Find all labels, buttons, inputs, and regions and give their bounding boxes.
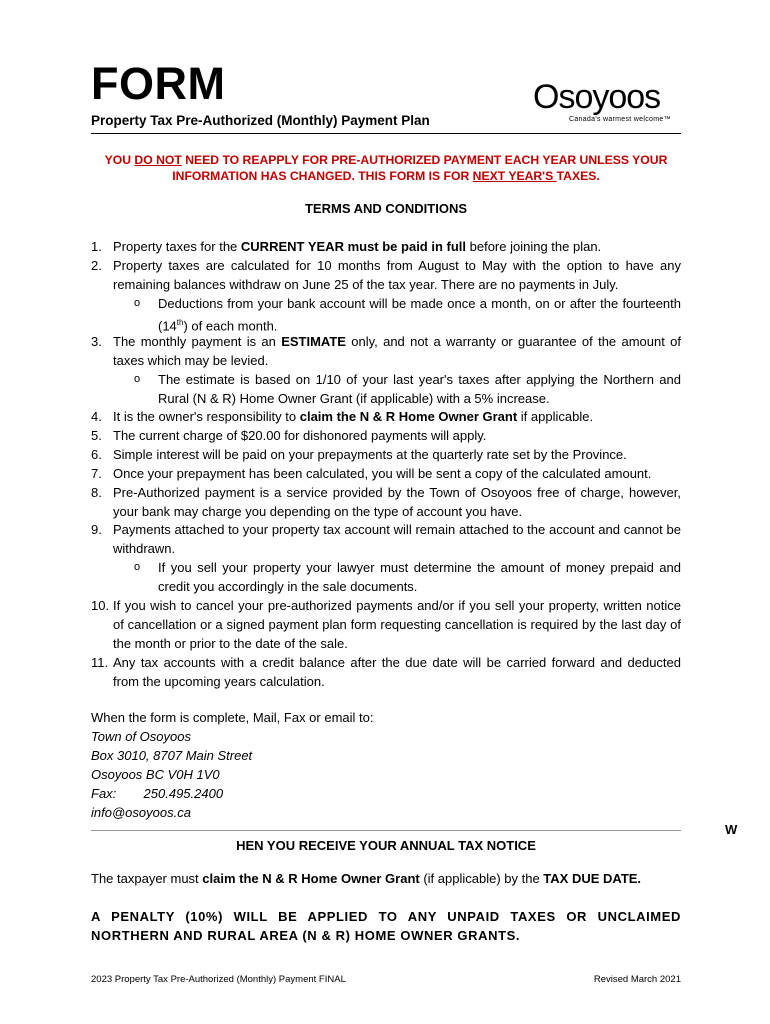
notice-underline: DO NOT <box>134 153 182 167</box>
form-subtitle: Property Tax Pre-Authorized (Monthly) Payment Plan <box>91 113 430 128</box>
term-text: Property taxes are calculated for 10 months from August to May with the option to have any remaining balances withdraw on June 25 of the tax year. There are no payments in July. <box>113 258 681 292</box>
terms-heading: TERMS AND CONDITIONS <box>304 201 468 216</box>
penalty-warning: A PENALTY (10%) WILL BE APPLIED TO ANY UNPAID TAXES OR UNCLAIMED NORTHERN AND RURAL AREA (N & R) HOME OWNER GRANTS. <box>91 909 681 943</box>
osoyoos-logo <box>533 78 683 126</box>
term-text: if applicable. <box>517 409 594 424</box>
contact-intro: When the form is complete, Mail, Fax or email to: <box>91 710 374 725</box>
stray-letter: W <box>725 822 738 837</box>
term-text: The estimate is based on 1/10 of your last year's taxes after applying the Northern and Rural (N & R) Home Owner Grant (if applicable) with a 5% increase. <box>158 372 681 406</box>
term-text: Payments attached to your property tax account will remain attached to the account and cannot be withdrawn. <box>113 522 681 556</box>
notice-text: INFORMATION HAS CHANGED. THIS FORM IS FOR <box>172 169 473 183</box>
term-text: If you wish to cancel your pre-authorized payments and/or if you sell your property, written notice of cancellation or a signed payment plan form requesting cancellation is required by the last day of the month or prior to the date of the sale. <box>113 598 681 651</box>
contact-address: Box 3010, 8707 Main Street <box>91 748 253 763</box>
fax-number: 250.495.2400 <box>143 786 224 801</box>
term-text: Pre-Authorized payment is a service provided by the Town of Osoyoos free of charge, however, your bank may charge you depending on the type of account you have. <box>113 485 681 519</box>
term-text: Once your prepayment has been calculated, you will be sent a copy of the calculated amount. <box>113 466 652 481</box>
footer-document-name: 2023 Property Tax Pre-Authorized (Monthly) Payment FINAL <box>91 974 346 985</box>
contact-city: Osoyoos BC V0H 1V0 <box>91 767 220 782</box>
term-number: 4. <box>91 409 102 424</box>
taxpayer-text: The taxpayer must <box>91 871 203 886</box>
term-bold: ESTIMATE <box>281 334 346 349</box>
term-text: The current charge of $20.00 for dishonored payments will apply. <box>113 428 487 443</box>
term-number: 9. <box>91 522 102 537</box>
term-text: If you sell your property your lawyer must determine the amount of money prepaid and credit you accordingly in the sale documents. <box>158 560 681 594</box>
term-number: 10. <box>91 598 110 613</box>
term-text: It is the owner's responsibility to <box>113 409 300 424</box>
notice-text: YOU <box>104 153 135 167</box>
taxpayer-instruction <box>91 871 641 886</box>
term-text: The monthly payment is an <box>113 334 282 349</box>
logo-wordmark: Osoyoos <box>533 78 661 116</box>
logo-tagline: Canada's warmest welcome™ <box>569 116 671 123</box>
bullet-icon: o <box>134 297 141 309</box>
contact-fax <box>91 784 223 803</box>
notice-text: NEED TO REAPPLY FOR PRE-AUTHORIZED PAYMENT EACH YEAR UNLESS YOUR <box>181 153 668 167</box>
contact-org: Town of Osoyoos <box>91 729 191 744</box>
taxpayer-bold: TAX DUE DATE. <box>543 871 642 886</box>
term-number: 1. <box>91 239 102 254</box>
notice-text: TAXES. <box>556 169 600 183</box>
form-title: FORM <box>91 58 226 109</box>
superscript: th <box>176 318 184 327</box>
taxpayer-text: (if applicable) by the <box>419 871 544 886</box>
term-text: before joining the plan. <box>466 239 602 254</box>
fax-label: Fax: <box>91 786 117 801</box>
header-rule <box>91 133 681 134</box>
term-text: Any tax accounts with a credit balance after the due date will be carried forward and deducted from the upcoming years calculation. <box>113 655 681 689</box>
term-text: ) of each month. <box>183 318 278 334</box>
bullet-icon: o <box>134 373 141 385</box>
term-text: only, and not a warranty or guarantee of the amount of taxes which may be levied. <box>113 334 681 368</box>
footer-revision: Revised March 2021 <box>593 974 681 985</box>
taxpayer-bold: claim the N & R Home Owner Grant <box>202 871 420 886</box>
annual-notice-heading: HEN YOU RECEIVE YOUR ANNUAL TAX NOTICE <box>236 838 536 853</box>
bullet-icon: o <box>134 561 141 573</box>
term-bold: claim the N & R Home Owner Grant <box>299 409 518 424</box>
term-number: 6. <box>91 447 102 462</box>
term-number: 11. <box>91 655 109 670</box>
term-number: 2. <box>91 258 102 273</box>
term-text: Deductions from your bank account will be made once a month, on or after the fourteenth (14 <box>158 296 681 334</box>
contact-email: info@osoyoos.ca <box>91 805 191 820</box>
term-text: Property taxes for the <box>113 239 241 254</box>
notice-underline: NEXT YEAR'S <box>472 169 557 183</box>
reapply-notice <box>91 152 681 184</box>
term-text: Simple interest will be paid on your prepayments at the quarterly rate set by the Province. <box>113 447 627 462</box>
term-number: 8. <box>91 485 102 500</box>
term-bold: CURRENT YEAR must be paid in full <box>240 239 467 254</box>
term-number: 7. <box>91 466 102 481</box>
term-number: 3. <box>91 334 102 349</box>
section-divider <box>91 830 681 831</box>
term-number: 5. <box>91 428 102 443</box>
